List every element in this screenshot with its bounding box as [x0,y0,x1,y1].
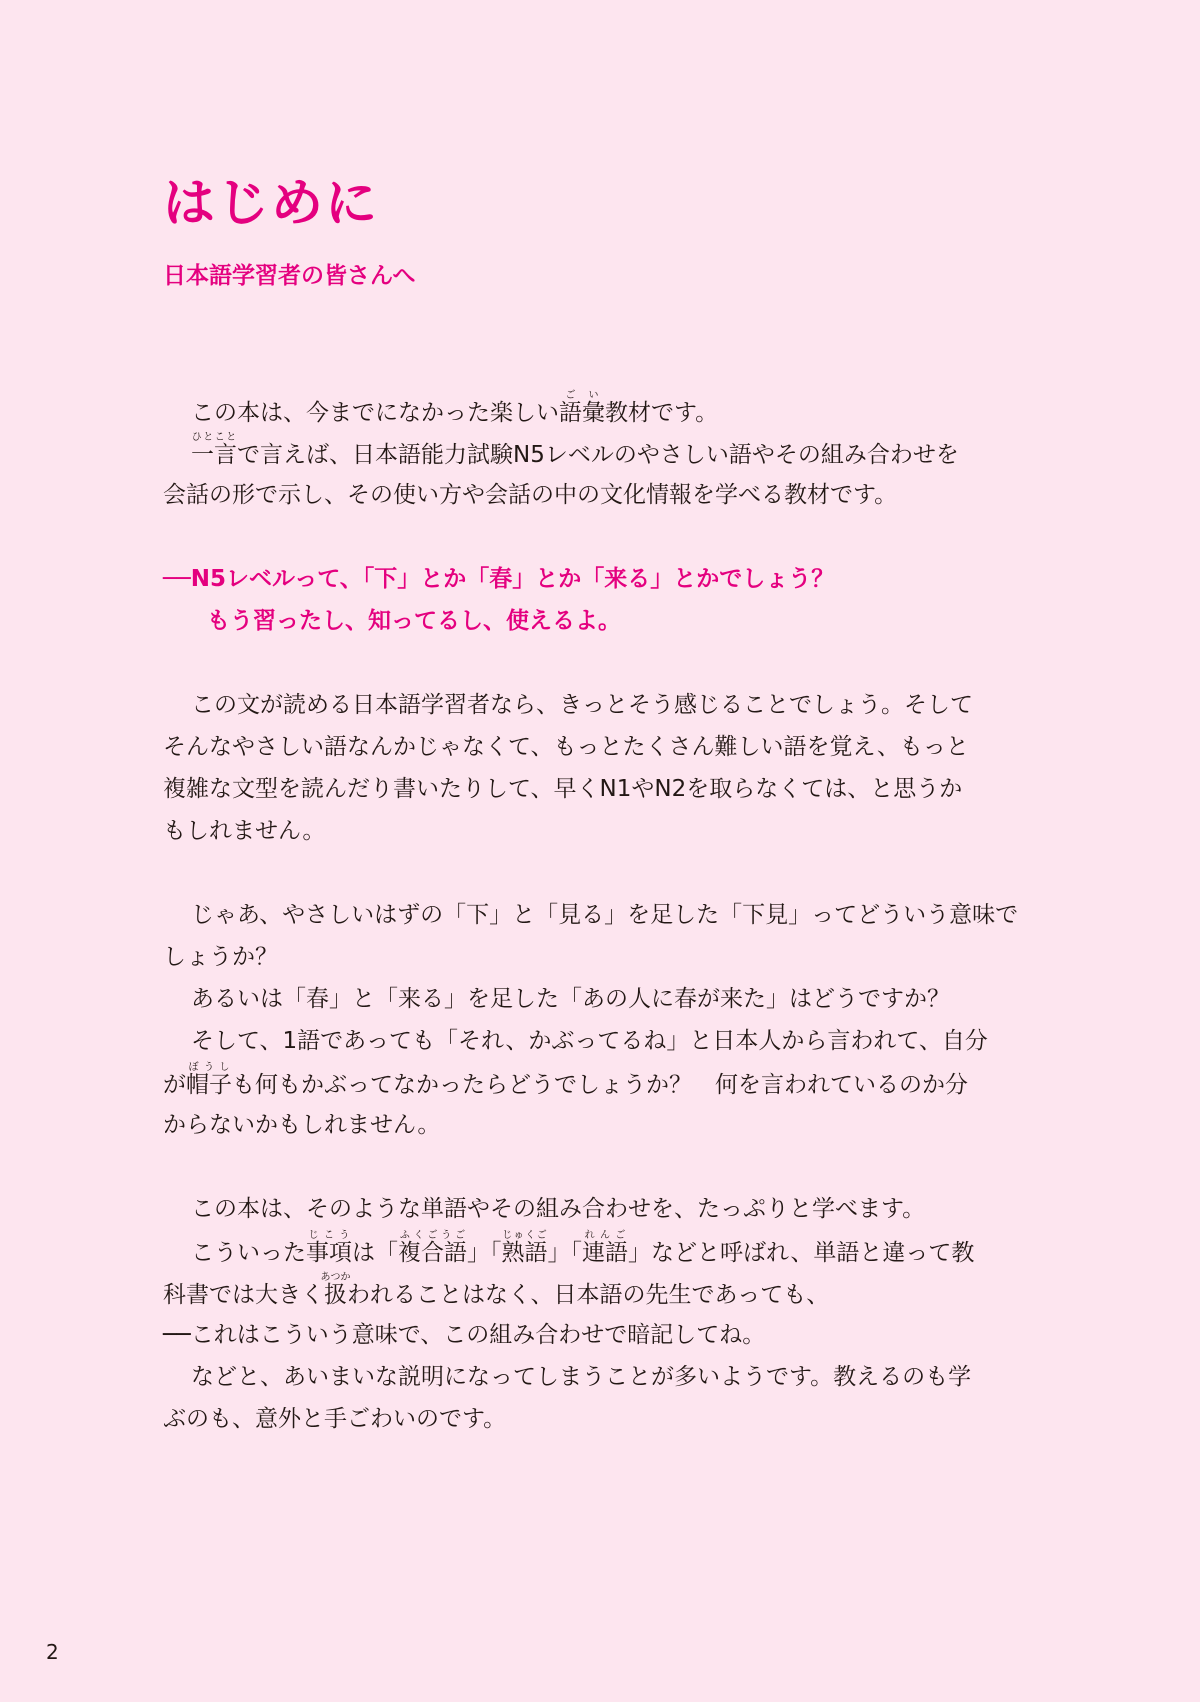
text-span: が [163,1072,186,1098]
spacer [163,642,1023,684]
text-span: も何もかぶってなかったらどうでしょうか？ 何を言われているのか分 [232,1072,968,1098]
text-span: この本は、今までになかった楽しい [191,400,559,426]
ruby-base: 帽子 [186,1072,232,1098]
paragraph-4-line-5: などと、あいまいな説明になってしまうことが多いようです。教えるのも学 [191,1364,972,1390]
page-subtitle: 日本語学習者の皆さんへ [163,263,416,289]
paragraph-4-line-6: ぶのも、意外と手ごわいのです。 [163,1406,507,1432]
paragraph-4-line-2 [163,1230,1023,1272]
ruby-base: 扱 [320,1282,351,1308]
spacer [163,516,1023,558]
paragraph-3-line-6: からないかもしれません。 [163,1112,441,1138]
ruby-base: 熟語 [501,1240,548,1266]
text-span: 」「 [547,1240,582,1266]
paragraph-3-line-2: しょうか？ [163,944,278,970]
ruby-base: 語彙 [559,400,605,426]
furigana-atsuka [320,1272,351,1308]
text-span: は「 [352,1240,398,1266]
paragraph-3-line-3: あるいは「春」と「来る」を足した「あの人に春が来た」はどうですか？ [191,986,950,1012]
paragraph-3-line-1: じゃあ、やさしいはずの「下」と「見る」を足した「下見」ってどういう意味で [191,902,1019,928]
text-span: われることはなく、日本語の先生であっても、 [347,1282,830,1308]
ruby-reading: ふくごうご [398,1230,467,1241]
text-span: こういった [191,1240,306,1266]
text-span: 教材です。 [605,400,719,426]
ruby-base: 一言 [191,442,237,468]
furigana-hitokoto [191,432,237,468]
paragraph-1-line-1 [163,390,1023,432]
spacer [163,852,1023,894]
ruby-reading: ひとこと [191,432,237,443]
text-span: 」などと呼ばれ、単語と違って教 [628,1240,975,1266]
paragraph-1-line-3: 会話の形で示し、その使い方や会話の中の文化情報を学べる教材です。 [163,482,898,508]
emphasis-line-1: ──N5レベルって、「下」とか「春」とか「来る」とかでしょう？ [163,566,835,592]
paragraph-4-line-1: この本は、そのような単語やその組み合わせを、たっぷりと学べます。 [191,1196,926,1222]
ruby-base: 複合語 [398,1240,467,1266]
furigana-boushi [186,1062,232,1098]
furigana-fukugougo [398,1230,467,1266]
ruby-reading: ごい [559,390,605,401]
emphasis-line-2: もう習ったし、知ってるし、使えるよ。 [207,608,621,634]
paragraph-4-line-3 [163,1272,1023,1314]
paragraph-4-line-4: ──これはこういう意味で、この組み合わせで暗記してね。 [163,1322,766,1348]
paragraph-2-line-4: もしれません。 [163,818,326,844]
ruby-reading: じゅくご [501,1230,548,1241]
text-span: で言えば、日本語能力試験N5レベルのやさしい語やその組み合わせを [237,442,959,468]
body-text [163,390,1023,1440]
paragraph-3-line-5 [163,1062,1023,1104]
page-number: 2 [46,1640,59,1664]
paragraph-1-line-2 [163,432,1023,474]
paragraph-3-line-4: そして、1語であっても「それ、かぶってるね」と日本人から言われて、自分 [191,1028,988,1054]
furigana-jikou [306,1230,352,1266]
page-title: はじめに [163,174,380,234]
ruby-base: 連語 [582,1240,628,1266]
paragraph-2-line-2: そんなやさしい語なんかじゃなくて、もっとたくさん難しい語を覚え、もっと [163,734,969,760]
ruby-reading: ぼうし [186,1062,232,1073]
ruby-reading: あつか [320,1272,351,1283]
ruby-reading: れんご [582,1230,628,1241]
furigana-jukugo [501,1230,548,1266]
text-span: 科書では大きく [163,1282,324,1308]
spacer [163,1146,1023,1188]
furigana-goi [559,390,605,426]
furigana-rengo [582,1230,628,1266]
text-span: 」「 [467,1240,502,1266]
ruby-base: 事項 [306,1240,352,1266]
paragraph-2-line-3: 複雑な文型を読んだり書いたりして、早くN1やN2を取らなくては、と思うか [163,776,963,802]
paragraph-2-line-1: この文が読める日本語学習者なら、きっとそう感じることでしょう。そして [191,692,973,718]
ruby-reading: じこう [306,1230,352,1241]
